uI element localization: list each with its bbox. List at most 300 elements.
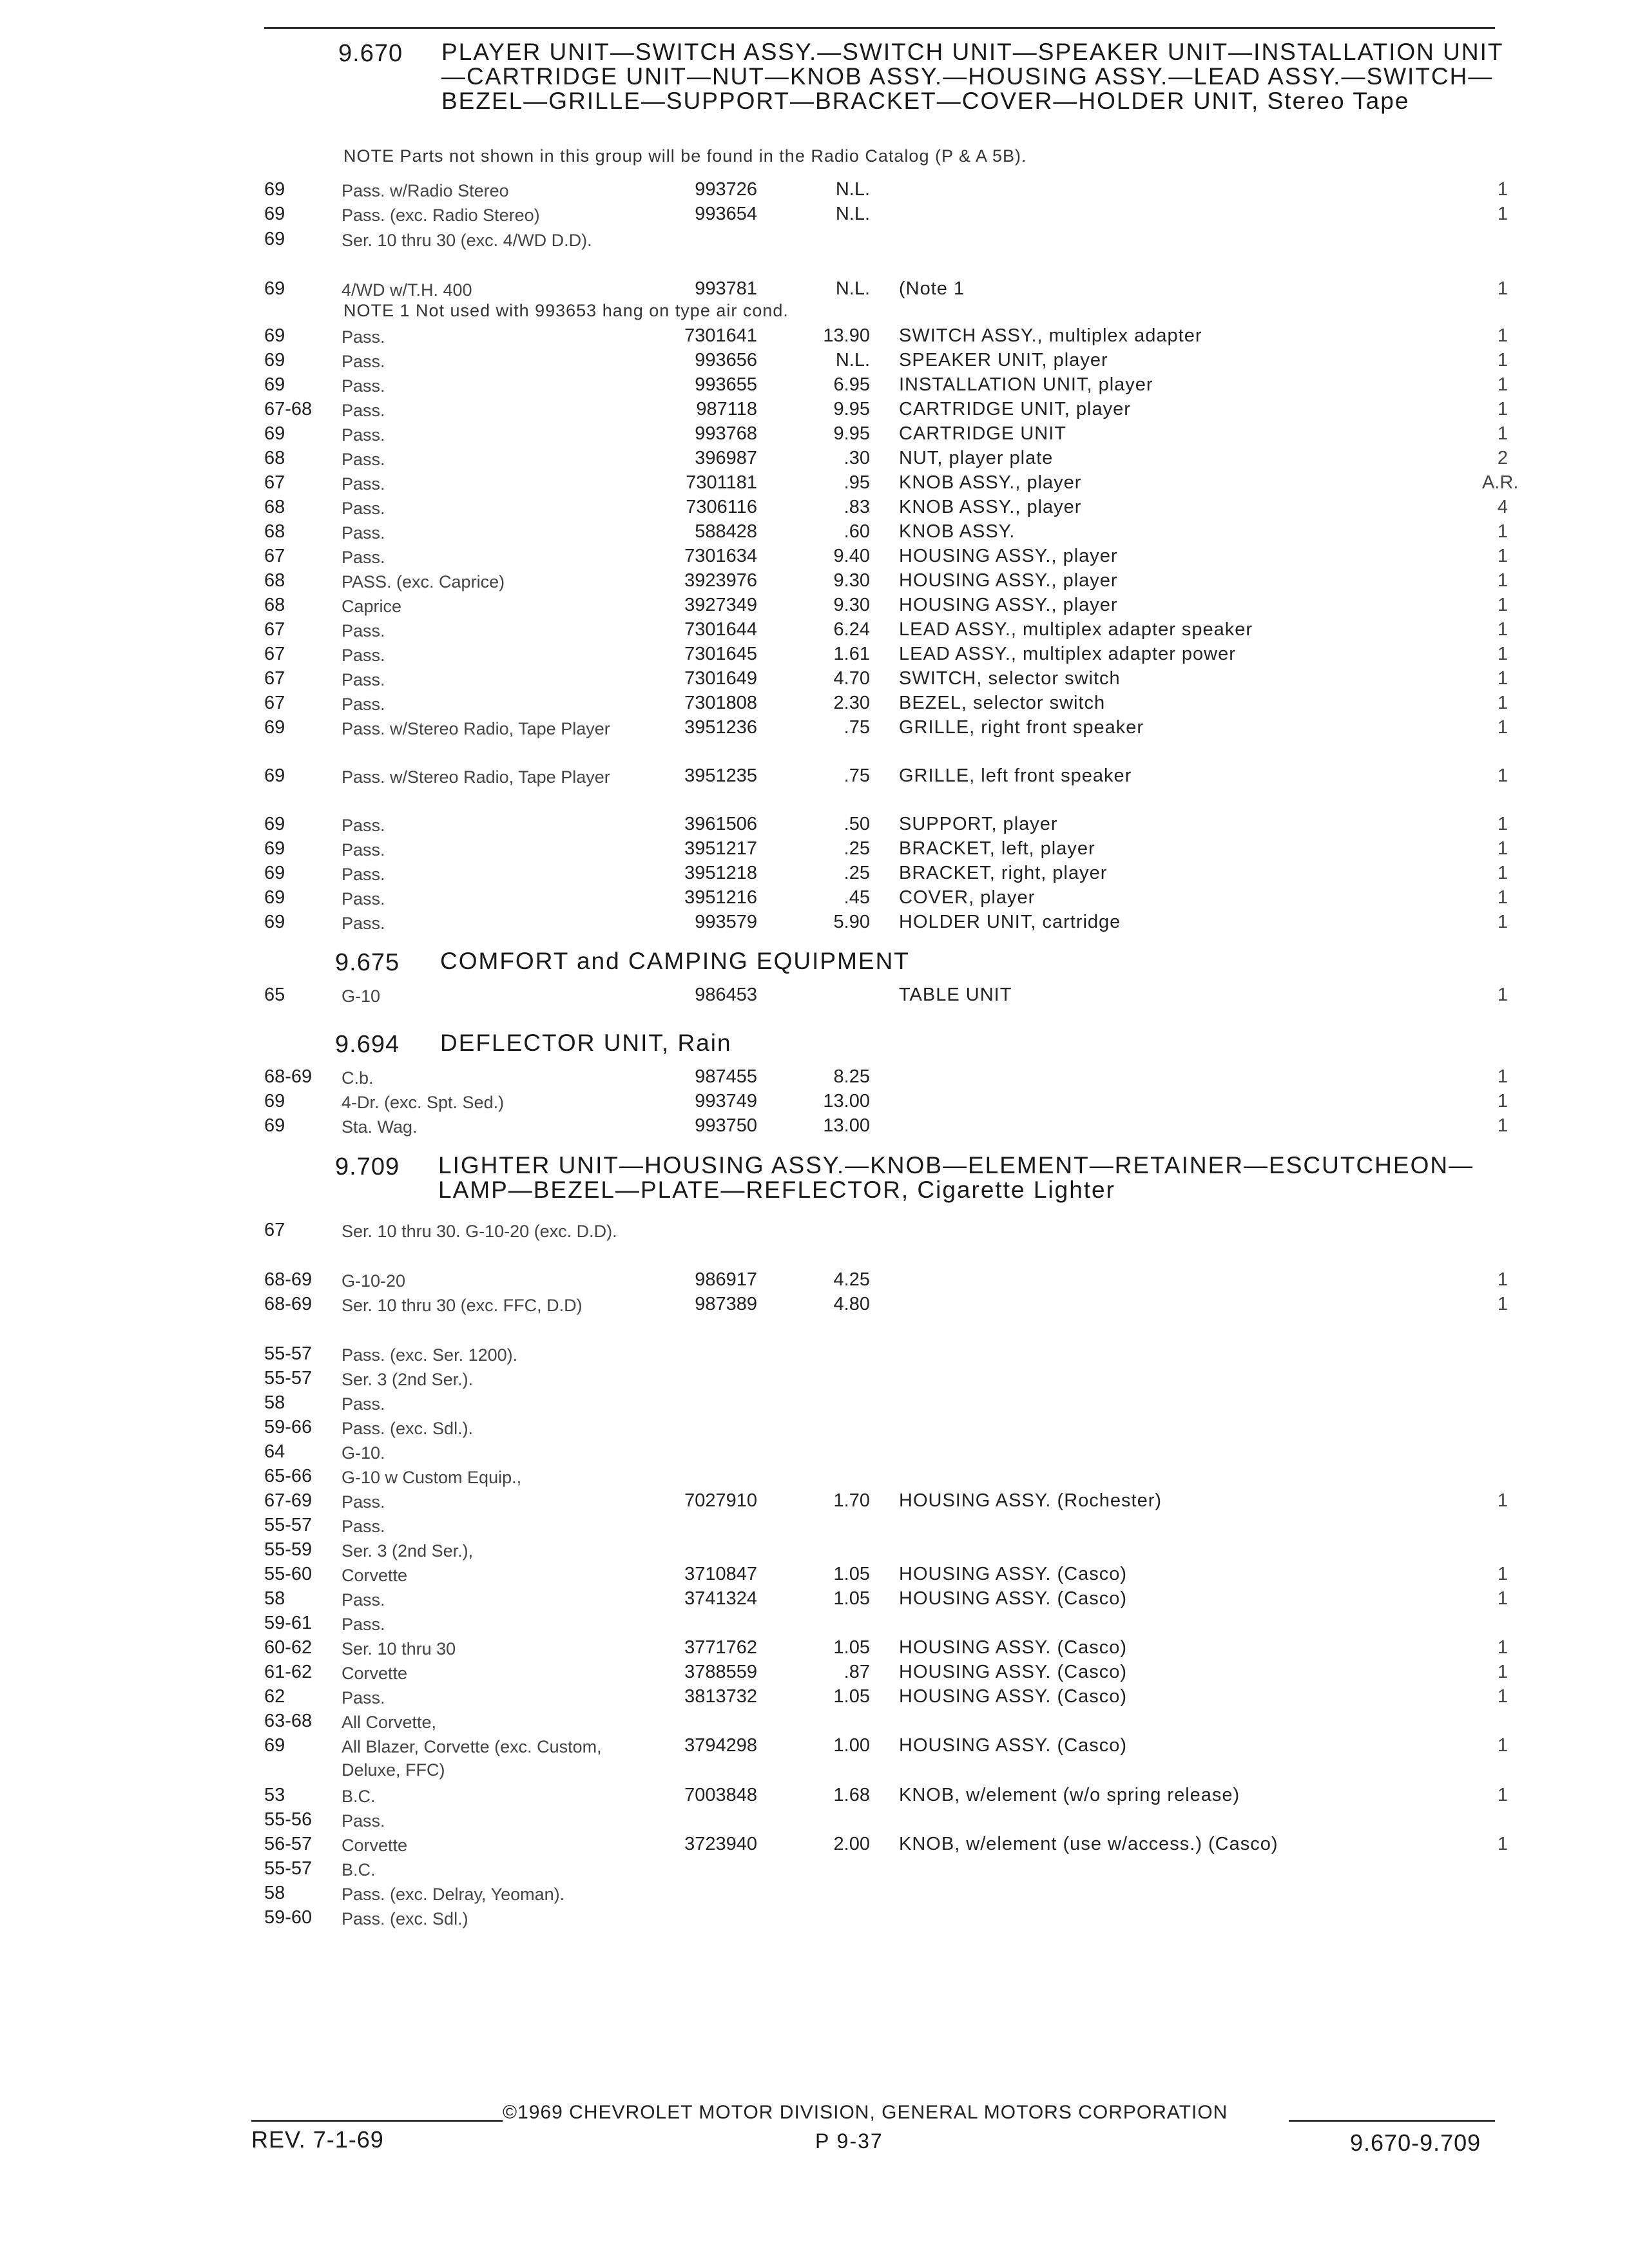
model-year: 56-57 — [264, 1834, 313, 1854]
model-year: 65-66 — [264, 1466, 313, 1486]
quantity: 1 — [1497, 595, 1508, 615]
quantity: 1 — [1497, 546, 1508, 566]
model-description: 4/WD w/T.H. 400 — [342, 280, 472, 300]
parts-row — [0, 668, 1629, 694]
model-description: Pass. — [342, 474, 385, 494]
list-price: 9.30 — [833, 570, 870, 591]
parts-row — [0, 497, 1629, 523]
parts-row — [0, 374, 1629, 400]
part-number: 986917 — [695, 1269, 757, 1290]
list-price: 1.00 — [833, 1735, 870, 1756]
parts-row — [0, 1368, 1629, 1394]
model-description: Pass. (exc. Sdl.). — [342, 1419, 474, 1438]
section-note-1: NOTE 1 Not used with 993653 hang on type air cond. — [343, 301, 789, 320]
part-description: COVER, player — [899, 887, 1036, 908]
list-price: 2.30 — [833, 693, 870, 713]
part-number: 3710847 — [684, 1564, 757, 1584]
quantity: 1 — [1497, 1294, 1508, 1314]
section-title: DEFLECTOR UNIT, Rain — [440, 1030, 732, 1056]
part-number: 987455 — [695, 1066, 757, 1087]
parts-row — [0, 1858, 1629, 1884]
part-description: SPEAKER UNIT, player — [899, 350, 1108, 370]
section-number: 9.709 — [335, 1153, 400, 1180]
part-number: 993655 — [695, 374, 757, 395]
model-description: Corvette — [342, 1664, 408, 1683]
list-price: 9.95 — [833, 423, 870, 444]
quantity: 1 — [1497, 521, 1508, 542]
model-year: 68-69 — [264, 1066, 313, 1087]
model-year: 55-60 — [264, 1564, 313, 1584]
parts-row — [0, 1115, 1629, 1141]
part-number: 3961506 — [684, 814, 757, 834]
parts-row — [0, 278, 1629, 304]
list-price: .87 — [843, 1662, 870, 1682]
model-year: 62 — [264, 1686, 285, 1707]
model-year: 69 — [264, 717, 285, 738]
model-description: B.C. — [342, 1860, 376, 1879]
model-year: 55-59 — [264, 1539, 313, 1560]
model-year: 67-69 — [264, 1490, 313, 1511]
parts-row — [0, 472, 1629, 498]
list-price: .83 — [843, 497, 870, 517]
model-description: Ser. 10 thru 30 — [342, 1639, 456, 1658]
model-description: Pass. — [342, 865, 385, 884]
model-description: Pass. — [342, 1517, 385, 1536]
list-price: 13.00 — [823, 1091, 870, 1111]
model-description: Pass. — [342, 376, 385, 396]
quantity: 1 — [1497, 1269, 1508, 1290]
part-number: 3951236 — [684, 717, 757, 738]
section-9670-header — [338, 39, 1504, 149]
model-year: 64 — [264, 1441, 285, 1462]
parts-row — [0, 1711, 1629, 1736]
part-number: 3813732 — [684, 1686, 757, 1707]
parts-row — [0, 570, 1629, 596]
part-description: KNOB ASSY. — [899, 521, 1016, 542]
quantity: 1 — [1497, 1490, 1508, 1511]
quantity: 1 — [1497, 912, 1508, 932]
list-price: 9.40 — [833, 546, 870, 566]
parts-row — [0, 985, 1629, 1010]
section-9694-header — [335, 1030, 1498, 1063]
part-description: KNOB, w/element (use w/access.) (Casco) — [899, 1834, 1278, 1854]
part-description: HOUSING ASSY. (Rochester) — [899, 1490, 1162, 1511]
model-description: Pass. — [342, 670, 385, 689]
model-description: Pass. — [342, 816, 385, 835]
parts-row — [0, 1785, 1629, 1811]
part-number: 3951218 — [684, 863, 757, 883]
section-title: LIGHTER UNIT—HOUSING ASSY.—KNOB—ELEMENT—RETAINER—ESCUTCHEON—LAMP—BEZEL—PLATE—REFLECTOR, Cigarette Lighter — [438, 1152, 1474, 1203]
model-description: Pass. — [342, 914, 385, 933]
list-price: 1.05 — [833, 1588, 870, 1609]
model-year: 67 — [264, 619, 285, 640]
footer-rule-right — [1289, 2120, 1495, 2122]
part-number: 3951217 — [684, 838, 757, 859]
part-description: KNOB, w/element (w/o spring release) — [899, 1785, 1240, 1805]
parts-row — [0, 863, 1629, 889]
quantity: 1 — [1497, 204, 1508, 224]
model-year: 55-57 — [264, 1343, 313, 1364]
parts-row — [0, 717, 1629, 743]
model-description: Pass. — [342, 327, 385, 347]
part-description: SWITCH, selector switch — [899, 668, 1121, 689]
model-year: 69 — [264, 887, 285, 908]
part-description: HOUSING ASSY., player — [899, 595, 1118, 615]
part-number: 993579 — [695, 912, 757, 932]
part-description: BRACKET, left, player — [899, 838, 1095, 859]
model-year: 69 — [264, 325, 285, 346]
model-year: 55-57 — [264, 1368, 313, 1389]
part-description: INSTALLATION UNIT, player — [899, 374, 1153, 395]
parts-row — [0, 204, 1629, 229]
model-year: 68 — [264, 521, 285, 542]
model-description: PASS. (exc. Caprice) — [342, 572, 505, 591]
part-number: 987389 — [695, 1294, 757, 1314]
parts-row — [0, 1588, 1629, 1614]
parts-row — [0, 1466, 1629, 1492]
part-description: SWITCH ASSY., multiplex adapter — [899, 325, 1202, 346]
part-number: 7301808 — [684, 693, 757, 713]
part-number: 7003848 — [684, 1785, 757, 1805]
parts-row — [0, 644, 1629, 669]
model-year: 67 — [264, 472, 285, 493]
part-description: CARTRIDGE UNIT, player — [899, 399, 1131, 419]
model-year: 68 — [264, 570, 285, 591]
list-price: 6.24 — [833, 619, 870, 640]
model-description: Pass. — [342, 499, 385, 518]
list-price: .30 — [843, 448, 870, 468]
part-number: 993749 — [695, 1091, 757, 1111]
quantity: 1 — [1497, 765, 1508, 786]
model-year: 67 — [264, 546, 285, 566]
list-price: .45 — [843, 887, 870, 908]
model-description: Pass. — [342, 548, 385, 567]
part-description: HOUSING ASSY. (Casco) — [899, 1662, 1128, 1682]
model-year: 59-66 — [264, 1417, 313, 1437]
model-year: 58 — [264, 1883, 285, 1903]
model-description: 4-Dr. (exc. Spt. Sed.) — [342, 1093, 505, 1112]
part-description: (Note 1 — [899, 278, 965, 299]
model-description: G-10-20 — [342, 1271, 406, 1291]
quantity: 1 — [1497, 863, 1508, 883]
page-number: P 9-37 — [815, 2129, 883, 2153]
list-price: .50 — [843, 814, 870, 834]
list-price: 13.90 — [823, 325, 870, 346]
model-description: All Corvette, — [342, 1713, 437, 1732]
model-description: Pass. w/Stereo Radio, Tape Player — [342, 767, 610, 787]
model-description: Pass. — [342, 401, 385, 420]
model-year: 55-57 — [264, 1858, 313, 1879]
parts-row — [0, 838, 1629, 864]
part-number: 7301181 — [686, 472, 757, 493]
parts-row — [0, 179, 1629, 205]
model-year: 58 — [264, 1392, 285, 1413]
part-number: 7027910 — [684, 1490, 757, 1511]
model-description: Pass. — [342, 1615, 385, 1634]
model-description: Pass. — [342, 621, 385, 640]
list-price: 1.05 — [833, 1686, 870, 1707]
model-description: Pass. w/Stereo Radio, Tape Player — [342, 719, 610, 738]
model-description: Ser. 10 thru 30. G-10-20 (exc. D.D). — [342, 1222, 617, 1241]
part-number: 993768 — [695, 423, 757, 444]
parts-row — [0, 1907, 1629, 1933]
model-year: 63-68 — [264, 1711, 313, 1731]
model-year: 69 — [264, 374, 285, 395]
part-description: BEZEL, selector switch — [899, 693, 1106, 713]
footer-rule-left — [251, 2120, 503, 2122]
model-year: 67 — [264, 668, 285, 689]
list-price: 13.00 — [823, 1115, 870, 1136]
model-year: 53 — [264, 1785, 285, 1805]
part-number: 3923976 — [684, 570, 757, 591]
list-price: .75 — [843, 717, 870, 738]
part-description: SUPPORT, player — [899, 814, 1058, 834]
list-price: 1.05 — [833, 1564, 870, 1584]
parts-row — [0, 1417, 1629, 1443]
model-description: Pass. — [342, 695, 385, 714]
quantity: 1 — [1497, 278, 1508, 299]
model-description: Pass. — [342, 646, 385, 665]
part-number: 993726 — [695, 179, 757, 200]
parts-row — [0, 1735, 1629, 1780]
model-description: Pass. w/Radio Stereo — [342, 181, 509, 200]
model-description: Pass. — [342, 1811, 385, 1831]
quantity: 1 — [1497, 325, 1508, 346]
section-number: 9.670 — [338, 40, 403, 67]
parts-row — [0, 595, 1629, 620]
parts-row — [0, 1392, 1629, 1418]
list-price: 5.90 — [833, 912, 870, 932]
section-title: PLAYER UNIT—SWITCH ASSY.—SWITCH UNIT—SPEAKER UNIT—INSTALLATION UNIT—CARTRIDGE UNIT—NUT—KNOB ASSY.—HOUSING ASSY.—LEAD ASSY.—SWITCH—BEZEL—GRILLE—SUPPORT—BRACKET—COVER—HOLDER UNIT, Stereo Tape — [441, 39, 1504, 114]
parts-row — [0, 399, 1629, 425]
model-year: 69 — [264, 1091, 285, 1111]
parts-row — [0, 1091, 1629, 1117]
model-description: G-10 — [342, 986, 381, 1006]
part-description: HOUSING ASSY. (Casco) — [899, 1637, 1128, 1658]
part-number: 3951235 — [684, 765, 757, 786]
parts-row — [0, 1515, 1629, 1541]
parts-row — [0, 693, 1629, 718]
quantity: 1 — [1497, 1834, 1508, 1854]
quantity: 1 — [1497, 350, 1508, 370]
model-year: 69 — [264, 765, 285, 786]
quantity: 1 — [1497, 887, 1508, 908]
parts-row — [0, 1490, 1629, 1516]
quantity: 1 — [1497, 423, 1508, 444]
parts-row — [0, 1613, 1629, 1639]
model-year: 69 — [264, 814, 285, 834]
list-price: .60 — [843, 521, 870, 542]
part-description: GRILLE, right front speaker — [899, 717, 1144, 738]
part-description: LEAD ASSY., multiplex adapter speaker — [899, 619, 1253, 640]
part-description: HOUSING ASSY. (Casco) — [899, 1588, 1128, 1609]
parts-row — [0, 887, 1629, 913]
section-number: 9.694 — [335, 1031, 400, 1058]
parts-row — [0, 1637, 1629, 1663]
model-year: 69 — [264, 863, 285, 883]
part-number: 7306116 — [686, 497, 757, 517]
part-number: 3927349 — [684, 595, 757, 615]
parts-row — [0, 1564, 1629, 1590]
revision-date: REV. 7-1-69 — [251, 2126, 384, 2153]
quantity: 1 — [1497, 814, 1508, 834]
quantity: 1 — [1497, 179, 1508, 200]
part-number: 7301649 — [684, 668, 757, 689]
model-description: Pass. — [342, 1590, 385, 1610]
quantity: 1 — [1497, 1637, 1508, 1658]
list-price: 1.70 — [833, 1490, 870, 1511]
list-price: 1.05 — [833, 1637, 870, 1658]
model-year: 58 — [264, 1588, 285, 1609]
model-year: 69 — [264, 912, 285, 932]
part-number: 588428 — [695, 521, 757, 542]
part-number: 3794298 — [684, 1735, 757, 1756]
quantity: 4 — [1497, 497, 1508, 517]
part-number: 993656 — [695, 350, 757, 370]
list-price: 9.30 — [833, 595, 870, 615]
model-description: Pass. — [342, 1688, 385, 1707]
list-price: 1.61 — [833, 644, 870, 664]
parts-row — [0, 765, 1629, 791]
parts-row — [0, 1883, 1629, 1908]
part-number: 396987 — [695, 448, 757, 468]
quantity: 2 — [1497, 448, 1508, 468]
list-price: N.L. — [835, 179, 870, 200]
part-number: 7301645 — [684, 644, 757, 664]
part-number: 986453 — [695, 985, 757, 1005]
section-number: 9.675 — [335, 949, 400, 976]
list-price: 4.70 — [833, 668, 870, 689]
parts-row — [0, 1441, 1629, 1467]
parts-row — [0, 1269, 1629, 1295]
part-description: TABLE UNIT — [899, 985, 1012, 1005]
part-description: GRILLE, left front speaker — [899, 765, 1132, 786]
quantity: 1 — [1497, 1115, 1508, 1136]
list-price: 1.68 — [833, 1785, 870, 1805]
list-price: .25 — [843, 863, 870, 883]
part-number: 993750 — [695, 1115, 757, 1136]
part-description: HOUSING ASSY. (Casco) — [899, 1735, 1128, 1756]
parts-row — [0, 1686, 1629, 1712]
part-description: LEAD ASSY., multiplex adapter power — [899, 644, 1236, 664]
part-number: 993654 — [695, 204, 757, 224]
section-9675-header — [335, 948, 1498, 981]
part-number: 7301634 — [684, 546, 757, 566]
model-description: C.b. — [342, 1068, 374, 1088]
model-description: Corvette — [342, 1566, 408, 1585]
part-description: HOUSING ASSY. (Casco) — [899, 1564, 1128, 1584]
part-number: 3771762 — [684, 1637, 757, 1658]
top-rule — [264, 27, 1495, 29]
quantity: 1 — [1497, 838, 1508, 859]
list-price: 2.00 — [833, 1834, 870, 1854]
parts-row — [0, 912, 1629, 937]
model-description: Pass. — [342, 425, 385, 445]
part-number: 7301641 — [684, 325, 757, 346]
part-description: KNOB ASSY., player — [899, 497, 1082, 517]
parts-row — [0, 1809, 1629, 1835]
part-description: HOUSING ASSY., player — [899, 570, 1118, 591]
model-description: Pass. (exc. Delray, Yeoman). — [342, 1885, 565, 1904]
model-year: 59-60 — [264, 1907, 313, 1928]
model-description: Caprice — [342, 597, 402, 616]
list-price: 8.25 — [833, 1066, 870, 1087]
model-year: 69 — [264, 423, 285, 444]
quantity: 1 — [1497, 693, 1508, 713]
quantity: 1 — [1497, 570, 1508, 591]
model-year: 68 — [264, 448, 285, 468]
model-description: Pass. — [342, 889, 385, 908]
part-description: HOUSING ASSY. (Casco) — [899, 1686, 1128, 1707]
model-year: 69 — [264, 1115, 285, 1136]
quantity: 1 — [1497, 1091, 1508, 1111]
model-description: Ser. 10 thru 30 (exc. FFC, D.D) — [342, 1296, 583, 1315]
part-number: 993781 — [695, 278, 757, 299]
model-year: 67 — [264, 644, 285, 664]
parts-row — [0, 423, 1629, 449]
parts-row — [0, 229, 1629, 255]
model-description: Pass. (exc. Sdl.) — [342, 1909, 468, 1928]
model-description: Pass. — [342, 523, 385, 543]
model-year: 69 — [264, 350, 285, 370]
model-description: Ser. 3 (2nd Ser.). — [342, 1370, 474, 1389]
quantity: 1 — [1497, 1588, 1508, 1609]
quantity: A.R. — [1482, 472, 1519, 493]
model-description: Pass. — [342, 840, 385, 860]
model-year: 69 — [264, 229, 285, 249]
model-description: Ser. 3 (2nd Ser.), — [342, 1541, 474, 1561]
model-description: G-10 w Custom Equip., — [342, 1468, 522, 1487]
quantity: 1 — [1497, 668, 1508, 689]
parts-row — [0, 546, 1629, 572]
quantity: 1 — [1497, 399, 1508, 419]
model-year: 68 — [264, 595, 285, 615]
quantity: 1 — [1497, 374, 1508, 395]
model-description: Pass. — [342, 1492, 385, 1512]
model-year: 55-57 — [264, 1515, 313, 1535]
quantity: 1 — [1497, 1066, 1508, 1087]
section-9709-header — [335, 1152, 1498, 1211]
part-description: CARTRIDGE UNIT — [899, 423, 1066, 444]
quantity: 1 — [1497, 985, 1508, 1005]
model-year: 69 — [264, 179, 285, 200]
quantity: 1 — [1497, 1564, 1508, 1584]
quantity: 1 — [1497, 644, 1508, 664]
part-description: BRACKET, right, player — [899, 863, 1108, 883]
parts-row — [0, 814, 1629, 840]
model-description: Pass. — [342, 1394, 385, 1414]
parts-row — [0, 521, 1629, 547]
list-price: .95 — [843, 472, 870, 493]
parts-row — [0, 619, 1629, 645]
section-range: 9.670-9.709 — [1350, 2129, 1481, 2156]
part-number: 987118 — [696, 399, 757, 419]
model-year: 67 — [264, 693, 285, 713]
model-description: Ser. 10 thru 30 (exc. 4/WD D.D). — [342, 231, 592, 250]
model-year: 68 — [264, 497, 285, 517]
model-year: 69 — [264, 838, 285, 859]
model-description: Pass. (exc. Ser. 1200). — [342, 1345, 518, 1365]
parts-row — [0, 448, 1629, 474]
list-price: 4.80 — [833, 1294, 870, 1314]
list-price: 4.25 — [833, 1269, 870, 1290]
parts-row — [0, 1834, 1629, 1860]
model-description: B.C. — [342, 1787, 376, 1806]
quantity: 1 — [1497, 1662, 1508, 1682]
parts-row — [0, 1343, 1629, 1369]
model-description: Corvette — [342, 1836, 408, 1855]
quantity: 1 — [1497, 1785, 1508, 1805]
